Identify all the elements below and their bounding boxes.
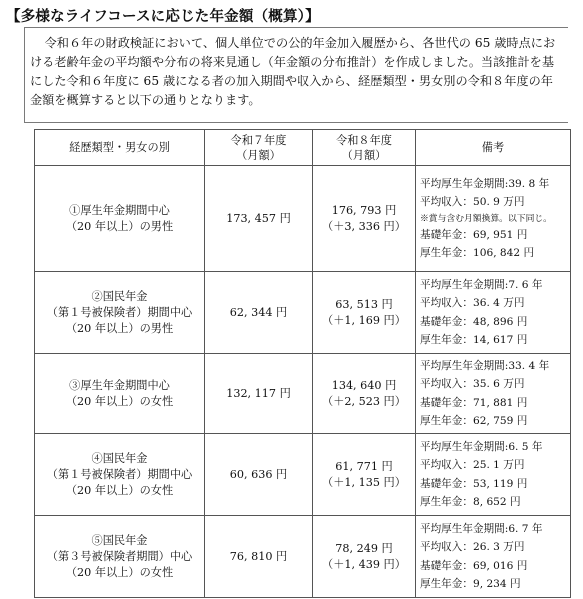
r7-value: 62, 344 円	[229, 305, 288, 319]
r8-diff: （＋1, 439 円）	[322, 557, 406, 571]
note-line: 平均厚生年金期間:6. 7 年	[420, 522, 543, 535]
r8-value: 63, 513 円	[335, 297, 393, 311]
r8-value: 61, 771 円	[335, 459, 393, 473]
r7-value: 132, 117 円	[226, 386, 291, 400]
note-line: 厚生年金：9, 234 円	[420, 578, 521, 590]
r8-diff: （＋1, 169 円）	[322, 313, 406, 327]
table-row	[35, 166, 571, 272]
row-notes	[416, 434, 571, 516]
category-line: （20 年以上）の男性	[65, 219, 174, 233]
header-r7-unit: （月額）	[236, 148, 281, 162]
category-line: （第１号被保険者）期間中心	[46, 305, 193, 319]
table-row	[35, 516, 571, 598]
category-line: （20 年以上）の女性	[65, 565, 174, 579]
note-line: 基礎年金：48, 896 円	[420, 315, 528, 328]
row-r8-amount	[313, 516, 416, 598]
category-line: ③厚生年金期間中心	[69, 378, 170, 392]
note-line: 基礎年金：71, 881 円	[420, 396, 528, 409]
category-line: （20 年以上）の女性	[65, 394, 174, 408]
note-line: 平均収入：35. 6 万円	[420, 378, 525, 390]
r8-diff: （＋2, 523 円）	[322, 394, 406, 408]
row-r7-amount	[205, 166, 313, 272]
r7-value: 173, 457 円	[226, 211, 291, 225]
r8-diff: （＋1, 135 円）	[322, 475, 406, 489]
page-title: 【多様なライフコースに応じた年金額（概算）】	[6, 9, 320, 25]
note-line: 平均厚生年金期間:7. 6 年	[420, 278, 543, 291]
row-r8-amount	[313, 434, 416, 516]
table-row	[35, 272, 571, 354]
header-r8-unit: （月額）	[341, 148, 387, 162]
pension-table-wrapper	[34, 129, 570, 597]
row-category	[35, 516, 205, 598]
row-r8-amount	[313, 272, 416, 354]
intro-paragraph: 令和６年の財政検証において、個人単位での公的年金加入履歴から、各世代の 65 歳時点における老齢年金の平均額や分布の将来見通し（年金額の分布推計）を作成しました。当該推計を基にした令和６年度に 65 歳になる者の加入期間や収入から、経歴類型・男女別の令和８年度の年金額を概算すると以下の通りとなります。	[30, 36, 556, 107]
note-line: 平均収入：26. 3 万円	[420, 541, 525, 553]
row-category	[35, 434, 205, 516]
note-line: 平均収入：25. 1 万円	[420, 459, 525, 471]
header-category-label: 経歴類型・男女の別	[69, 141, 170, 154]
note-footnote: ※賞与含む月額換算。以下同じ。	[420, 213, 552, 224]
category-line: ⑤国民年金	[91, 533, 148, 547]
category-line: （第１号被保険者）期間中心	[46, 467, 193, 481]
note-line: 基礎年金：69, 951 円	[420, 228, 528, 241]
note-line: 基礎年金：69, 016 円	[420, 559, 528, 572]
header-r8-label: 令和８年度	[336, 133, 392, 147]
category-line: （20 年以上）の女性	[65, 483, 174, 497]
r7-value: 76, 810 円	[229, 549, 288, 563]
r8-value: 176, 793 円	[331, 203, 397, 217]
note-line: 厚生年金：62, 759 円	[420, 415, 528, 427]
row-notes	[416, 166, 571, 272]
row-category	[35, 272, 205, 354]
row-r7-amount	[205, 354, 313, 434]
row-category	[35, 354, 205, 434]
category-line: ①厚生年金期間中心	[69, 203, 170, 217]
note-line: 基礎年金：53, 119 円	[420, 477, 528, 490]
table-header-row	[35, 130, 571, 166]
note-line: 平均収入：50. 9 万円	[420, 196, 525, 208]
note-line: 平均厚生年金期間:39. 8 年	[420, 177, 550, 190]
row-category	[35, 166, 205, 272]
table-row	[35, 354, 571, 434]
header-notes-label: 備考	[481, 141, 505, 154]
table-row	[35, 434, 571, 516]
header-notes	[416, 130, 571, 166]
r8-value: 134, 640 円	[331, 378, 397, 392]
row-r8-amount	[313, 166, 416, 272]
row-r7-amount	[205, 434, 313, 516]
row-r7-amount	[205, 516, 313, 598]
category-line: （第３号被保険者期間）中心	[46, 549, 193, 563]
header-r7	[205, 130, 313, 166]
row-notes	[416, 272, 571, 354]
row-notes	[416, 516, 571, 598]
header-r8	[313, 130, 416, 166]
row-r8-amount	[313, 354, 416, 434]
note-line: 平均収入：36. 4 万円	[420, 297, 525, 309]
header-r7-label: 令和７年度	[230, 133, 287, 147]
row-notes	[416, 354, 571, 434]
note-line: 厚生年金：106, 842 円	[420, 247, 535, 259]
header-category	[35, 130, 205, 166]
r8-diff: （＋3, 336 円）	[322, 219, 406, 233]
note-line: 厚生年金：8, 652 円	[420, 496, 521, 508]
category-line: ④国民年金	[91, 451, 148, 465]
r8-value: 78, 249 円	[335, 541, 393, 555]
category-line: （20 年以上）の男性	[65, 321, 174, 335]
note-line: 平均厚生年金期間:33. 4 年	[420, 359, 550, 372]
pension-table	[34, 129, 571, 598]
r7-value: 60, 636 円	[229, 467, 288, 481]
note-line: 厚生年金：14, 617 円	[420, 334, 528, 346]
row-r7-amount	[205, 272, 313, 354]
note-line: 平均厚生年金期間:6. 5 年	[420, 440, 543, 453]
category-line: ②国民年金	[91, 289, 148, 303]
